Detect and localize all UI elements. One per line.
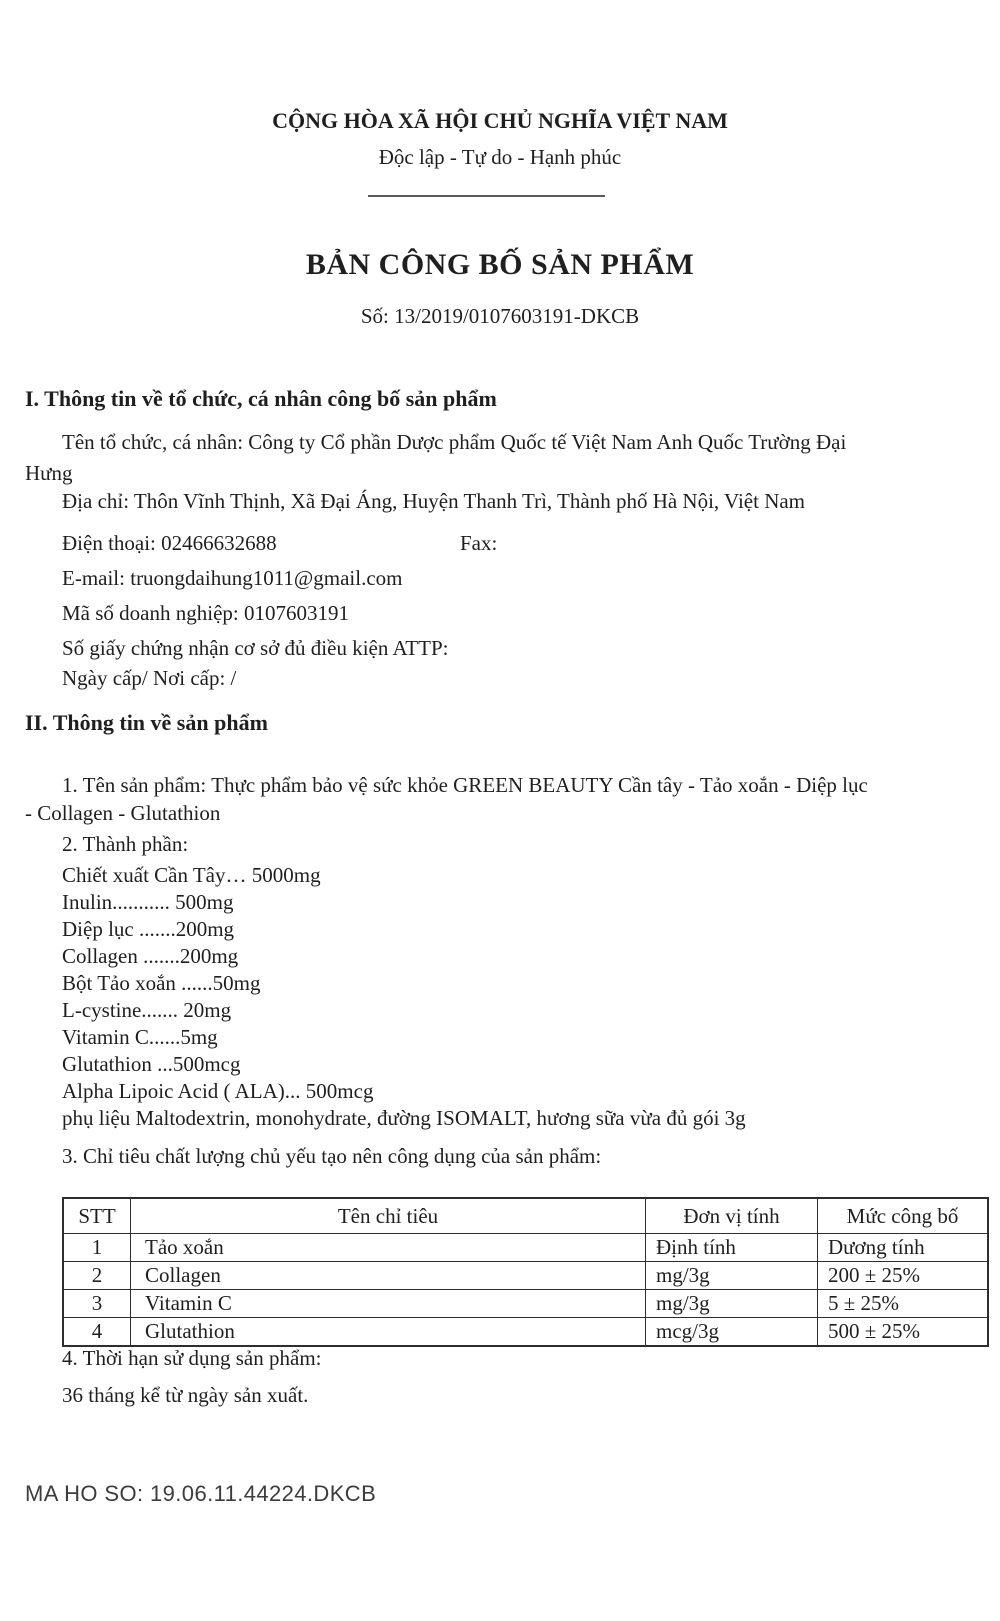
quality-criteria-heading: 3. Chỉ tiêu chất lượng chủ yếu tạo nên công dụng của sản phẩm: [62,1144,602,1168]
column-header-stt: STT [63,1198,131,1234]
shelf-life-heading: 4. Thời hạn sử dụng sản phẩm: [62,1346,322,1370]
ingredient-item: L-cystine....... 20mg [62,998,232,1022]
cell-stt: 1 [63,1234,131,1262]
cell-unit: mcg/3g [646,1318,818,1347]
section1-heading: I. Thông tin về tổ chức, cá nhân công bố sản phẩm [25,386,497,411]
cell-stt: 2 [63,1262,131,1290]
cell-level: Dương tính [818,1234,989,1262]
quality-criteria-table [62,1197,989,1347]
cell-name: Vitamin C [131,1290,646,1318]
organization-fax: Fax: [460,531,498,555]
organization-address: Địa chỉ: Thôn Vĩnh Thịnh, Xã Đại Áng, Huyện Thanh Trì, Thành phố Hà Nội, Việt Nam [62,489,806,513]
cell-unit: mg/3g [646,1290,818,1318]
column-header-declared-level: Mức công bố [818,1198,989,1234]
cell-stt: 3 [63,1290,131,1318]
table-row [63,1262,988,1290]
ingredient-item: Collagen .......200mg [62,944,239,968]
section2-heading: II. Thông tin về sản phẩm [25,710,268,735]
table-row [63,1234,988,1262]
national-header-motto: Độc lập - Tự do - Hạnh phúc [378,145,622,169]
cell-stt: 4 [63,1318,131,1347]
business-registration-code: Mã số doanh nghiệp: 0107603191 [62,601,349,625]
table-row [63,1318,988,1347]
cell-unit: Định tính [646,1234,818,1262]
organization-email: E-mail: truongdaihung1011@gmail.com [62,566,403,590]
ingredient-item: Inulin........... 500mg [62,890,234,914]
product-name: 1. Tên sản phẩm: Thực phẩm bảo vệ sức khỏe GREEN BEAUTY Cần tây - Tảo xoắn - Diệp lục - Collagen - Glutathion [25,773,868,825]
cell-level: 200 ± 25% [818,1262,989,1290]
column-header-unit: Đơn vị tính [646,1198,818,1234]
ingredient-item: Chiết xuất Cần Tây… 5000mg [62,863,321,887]
organization-phone: Điện thoại: 02466632688 [62,531,277,555]
ingredient-item-excipients: phụ liệu Maltodextrin, monohydrate, đường ISOMALT, hương sữa vừa đủ gói 3g [62,1106,746,1130]
header-divider-line [368,195,605,197]
shelf-life-value: 36 tháng kể từ ngày sản xuất. [62,1383,309,1407]
document-title: BẢN CÔNG BỐ SẢN PHẨM [305,248,695,281]
cell-name: Glutathion [131,1318,646,1347]
ingredient-list [62,862,746,1132]
cell-unit: mg/3g [646,1262,818,1290]
ingredient-item: Glutathion ...500mcg [62,1052,241,1076]
cell-level: 5 ± 25% [818,1290,989,1318]
composition-heading: 2. Thành phần: [62,832,189,856]
table-header-row [63,1198,988,1234]
column-header-name: Tên chỉ tiêu [131,1198,646,1234]
ingredient-item: Diệp lục .......200mg [62,917,235,941]
ingredient-item: Alpha Lipoic Acid ( ALA)... 500mcg [62,1079,374,1103]
ingredient-item: Vitamin C......5mg [62,1025,218,1049]
issue-date-place: Ngày cấp/ Nơi cấp: / [62,666,237,690]
national-header-country: CỘNG HÒA XÃ HỘI CHỦ NGHĨA VIỆT NAM [272,108,728,133]
ingredient-item: Bột Tảo xoắn ......50mg [62,971,261,995]
cell-name: Collagen [131,1262,646,1290]
table-row [63,1290,988,1318]
cell-level: 500 ± 25% [818,1318,989,1347]
cell-name: Tảo xoắn [131,1234,646,1262]
organization-name: Tên tổ chức, cá nhân: Công ty Cổ phần Dược phẩm Quốc tế Việt Nam Anh Quốc Trường Đại Hưng [25,430,847,485]
attp-certificate-number: Số giấy chứng nhận cơ sở đủ điều kiện ATTP: [62,636,449,660]
file-code: MA HO SO: 19.06.11.44224.DKCB [25,1481,377,1506]
document-number: Số: 13/2019/0107603191-DKCB [360,304,640,328]
